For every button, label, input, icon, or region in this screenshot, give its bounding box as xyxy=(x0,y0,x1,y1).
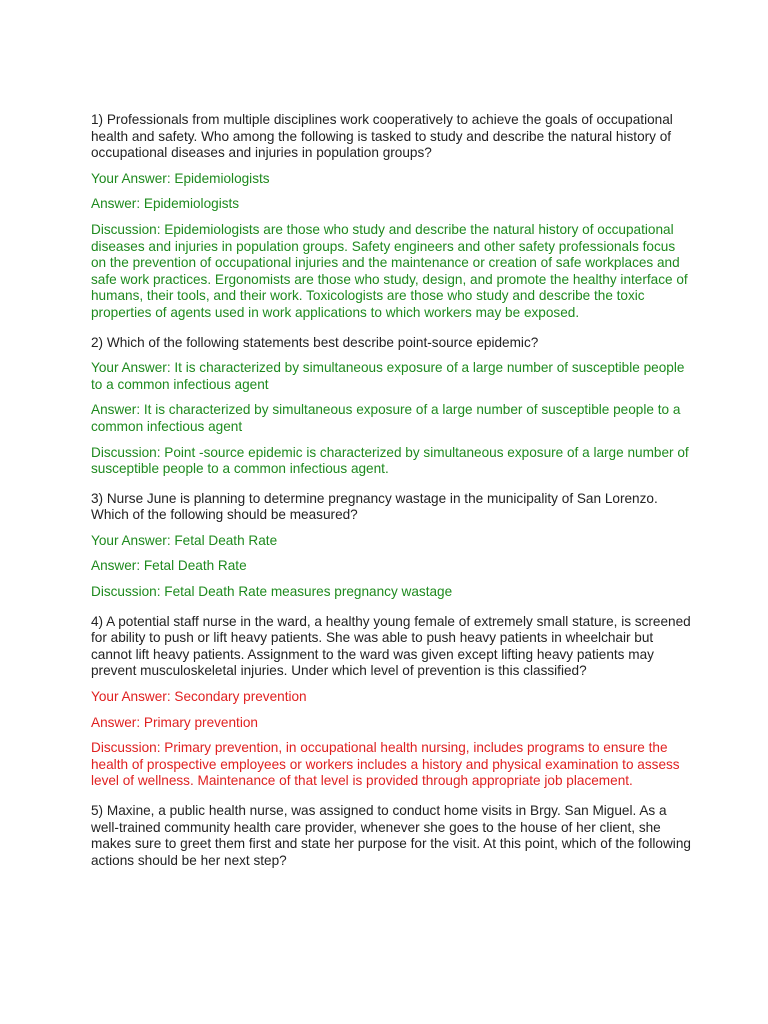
question-text: 3) Nurse June is planning to determine pregnancy wastage in the municipality of San Lorenzo. Which of the following should be measured? xyxy=(91,490,658,523)
your-answer: Your Answer: Epidemiologists xyxy=(91,170,270,186)
question-item xyxy=(91,335,691,478)
question-text: 2) Which of the following statements best describe point-source epidemic? xyxy=(91,334,539,350)
your-answer: Your Answer: It is characterized by simultaneous exposure of a large number of susceptible people to a common infectious agent xyxy=(91,360,685,392)
question-text: 5) Maxine, a public health nurse, was assigned to conduct home visits in Brgy. San Miguel. As a well-trained community health care provider, whenever she goes to the house of her client, she makes sure to greet them first and state her purpose for the visit. At this point, which of the following actions should be her next step? xyxy=(91,803,691,868)
your-answer: Your Answer: Secondary prevention xyxy=(91,689,307,705)
correct-answer: Answer: Primary prevention xyxy=(91,714,258,730)
discussion: Discussion: Point -source epidemic is characterized by simultaneous exposure of a large number of susceptible people to a common infectious agent. xyxy=(91,444,689,477)
discussion: Discussion: Epidemiologists are those who study and describe the natural history of occupational diseases and injuries in population groups. Safety engineers and other safety professionals focus on the prevention of occupational injuries and the maintenance or creation of safe workplaces and safe work practices. Ergonomists are those who study, design, and promote the healthy interface of humans, their tools, and their work. Toxicologists are those who study and describe the toxic properties of agents used in work applications to which workers may be exposed. xyxy=(91,221,688,320)
question-text: 4) A potential staff nurse in the ward, a healthy young female of extremely small stature, is screened for ability to push or lift heavy patients. She was able to push heavy patients in wheelchair but cannot lift heavy patients. Assignment to the ward was given except lifting heavy patients may prevent musculoskeletal injuries. Under which level of prevention is this classified? xyxy=(91,613,691,679)
question-text: 1) Professionals from multiple disciplines work cooperatively to achieve the goals of occupational health and safety. Who among the following is tasked to study and describe the natural history of occupational diseases and injuries in population groups? xyxy=(91,112,673,161)
discussion: Discussion: Fetal Death Rate measures pregnancy wastage xyxy=(91,584,453,600)
question-item xyxy=(91,112,691,322)
correct-answer: Answer: Epidemiologists xyxy=(91,196,240,212)
correct-answer: Answer: Fetal Death Rate xyxy=(91,558,247,574)
discussion: Discussion: Primary prevention, in occupational health nursing, includes programs to ensure the health of prospective employees or workers includes a history and physical examination to assess level of wellness. Maintenance of that level is provided through appropriate job placement. xyxy=(91,740,680,789)
your-answer: Your Answer: Fetal Death Rate xyxy=(91,532,278,548)
document-page xyxy=(91,112,691,878)
question-item xyxy=(91,491,691,601)
question-item xyxy=(91,803,691,869)
question-item xyxy=(91,614,691,790)
correct-answer: Answer: It is characterized by simultaneous exposure of a large number of susceptible people to a common infectious agent xyxy=(91,402,681,434)
